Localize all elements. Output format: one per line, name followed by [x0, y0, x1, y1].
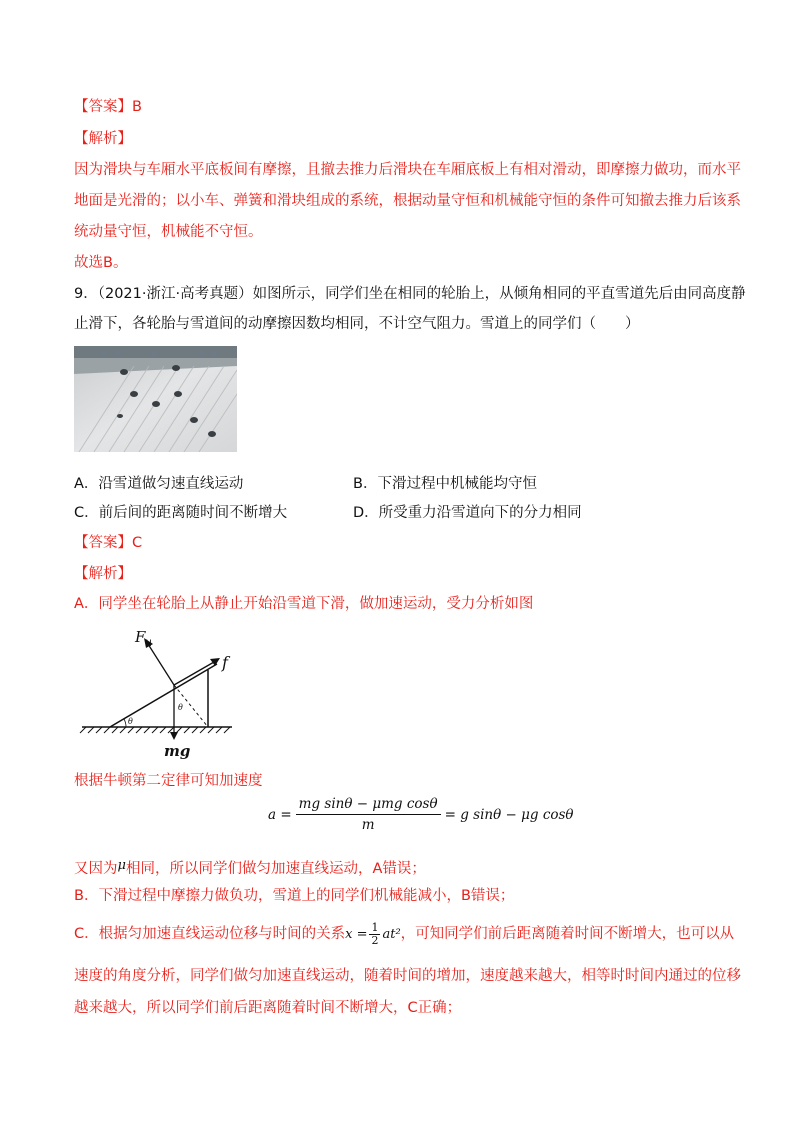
displacement-formula: [345, 921, 401, 947]
mu-line-pre: 又因为: [74, 861, 118, 877]
snow-slope-photo: [74, 346, 237, 452]
analysis-mu-line: [74, 856, 426, 879]
option-c-post: ，可知同学们前后距离随着时间不断增大，也可以从: [400, 926, 735, 942]
formula-fraction: [296, 796, 441, 833]
analysis-label: 【解析】: [74, 131, 132, 147]
half-denominator: 2: [371, 934, 379, 947]
newton-law-line: 根据牛顿第二定律可知加速度: [74, 773, 263, 789]
half-fraction: [369, 922, 380, 947]
question-stem: 止滑下，各轮胎与雪道间的动摩擦因数均相同，不计空气阻力。雪道上的同学们（ ）: [74, 316, 640, 332]
formula-denominator: m: [361, 817, 375, 833]
analysis-text-line: 因为滑块与车厢水平底板间有摩擦，且撤去推力后滑块在车厢底板上有相对滑动，即摩擦力做功，而水平: [74, 162, 741, 178]
half-numerator: 1: [371, 921, 379, 934]
snow-slope-image: [74, 346, 237, 452]
mu-symbol: μ: [117, 858, 126, 873]
normal-force-label: F: [135, 628, 146, 646]
analysis-option-c-line2: 速度的角度分析，同学们做匀加速直线运动，随着时间的增加，速度越来越大，相等时时间内通过的位移: [74, 968, 741, 984]
formula-lhs: a =: [268, 806, 292, 823]
answer-value: C: [132, 535, 143, 551]
mu-line-post: 相同，所以同学们做匀加速直线运动，A错误；: [125, 861, 426, 877]
option-c-pre: C．根据匀加速直线运动位移与时间的关系: [74, 926, 346, 942]
displacement-rhs: at²: [382, 927, 401, 942]
analysis-text-line: 地面是光滑的；以小车、弹簧和滑块组成的系统，根据动量守恒和机械能守恒的条件可知撤去推力后该系: [74, 193, 741, 209]
theta-label-base: θ: [128, 717, 133, 726]
friction-label: f: [222, 653, 228, 672]
answer-line-2: [74, 533, 142, 553]
analysis-text-line: 统动量守恒，机械能不守恒。: [74, 224, 263, 240]
analysis-label: 【解析】: [74, 566, 132, 582]
answer-line-1: [74, 97, 142, 117]
analysis-option-a: A．同学坐在轮胎上从静止开始沿雪道下滑，做加速运动，受力分析如图: [74, 596, 534, 612]
option-d: D．所受重力沿雪道向下的分力相同: [353, 505, 582, 521]
force-diagram: [74, 620, 244, 764]
question-stem: 9．（2021·浙江·高考真题）如图所示，同学们坐在相同的轮胎上，从倾角相同的平直雪道先后由同高度静: [74, 286, 746, 302]
displacement-lhs: x =: [345, 927, 368, 942]
gravity-label: mg: [164, 742, 191, 760]
formula-rhs: = g sinθ − μg cosθ: [444, 806, 574, 823]
answer-value: B: [132, 99, 142, 115]
theta-label-inner: θ: [178, 703, 183, 712]
analysis-option-c-line1: [74, 922, 734, 947]
analysis-conclusion: 故选B。: [74, 255, 128, 271]
normal-force-subscript: N: [145, 639, 152, 649]
analysis-option-b: B．下滑过程中摩擦力做负功，雪道上的同学们机械能减小，B错误；: [74, 888, 515, 904]
force-diagram-svg: [74, 620, 244, 760]
analysis-option-c-line3: 越来越大，所以同学们前后距离随着时间不断增大，C正确；: [74, 1000, 462, 1016]
answer-label: 【答案】: [74, 99, 132, 115]
option-a: A．沿雪道做匀速直线运动: [74, 476, 244, 492]
answer-label: 【答案】: [74, 535, 132, 551]
acceleration-formula: [268, 796, 574, 833]
formula-numerator: mg sinθ − μmg cosθ: [296, 796, 441, 815]
option-c: C．前后间的距离随时间不断增大: [74, 505, 288, 521]
option-b: B．下滑过程中机械能均守恒: [353, 476, 537, 492]
